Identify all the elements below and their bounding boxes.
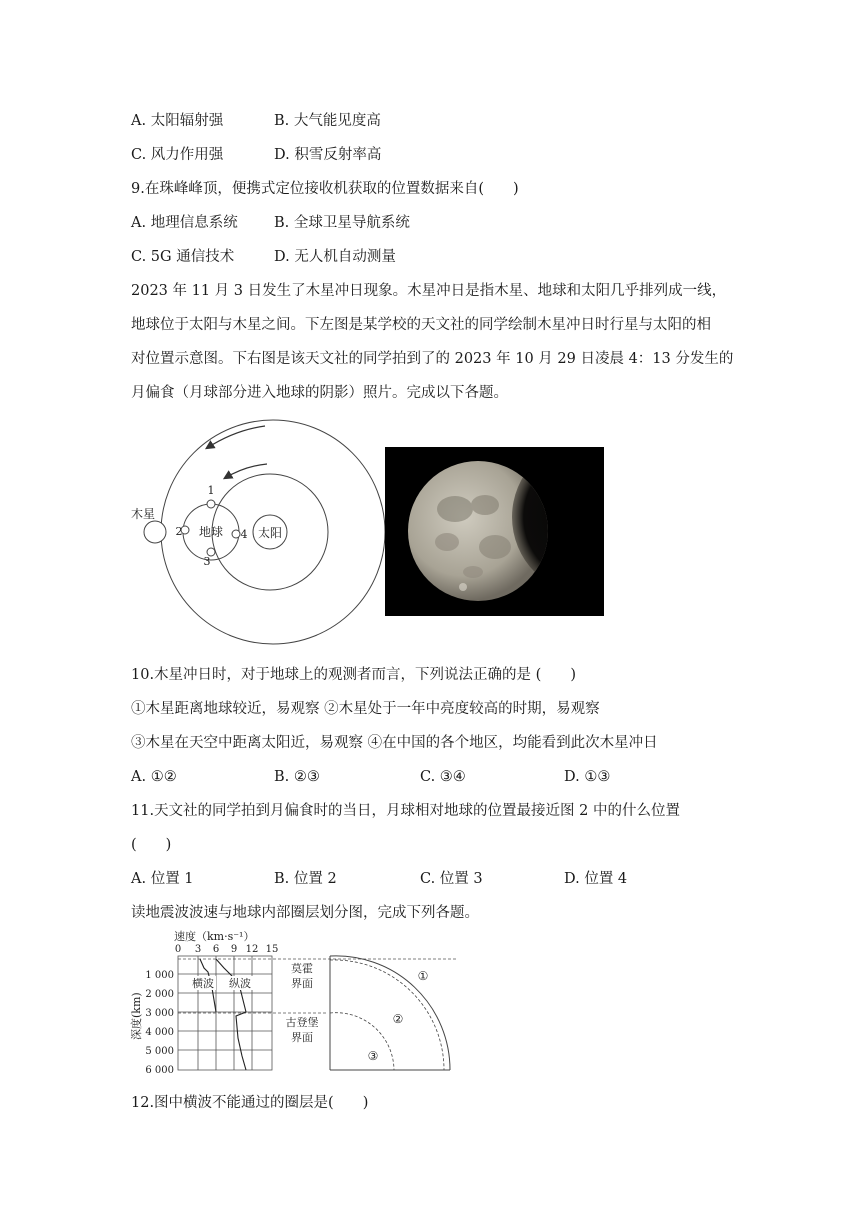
q11-option-a: A. 位置 1	[131, 871, 194, 887]
earth-surface-arc	[330, 956, 450, 1070]
passage-line-2: 地球位于太阳与木星之间。下左图是某学校的天文社的同学绘制木星冲日时行星与太阳的相	[131, 317, 711, 333]
position-2-label: 2	[175, 525, 183, 538]
moon-position-1	[207, 500, 215, 508]
x-tick-12: 12	[245, 944, 259, 955]
layer-1-label: ①	[417, 969, 429, 983]
y-tick-1000: 1 000	[145, 970, 174, 981]
core-dashed-arc	[330, 1013, 394, 1070]
layer-2-label: ②	[392, 1012, 404, 1026]
q10-statements-2: ③木星在天空中距离太阳近，易观察 ④在中国的各个地区，均能看到此次木星冲日	[131, 735, 658, 751]
moho-label-1: 莫霍	[291, 962, 313, 975]
passage-line-4: 月偏食（月球部分进入地球的阴影）照片。完成以下各题。	[131, 385, 508, 401]
q11-option-b: B. 位置 2	[274, 871, 337, 887]
q10-option-d: D. ①③	[564, 769, 611, 785]
q9-option-d: D. 无人机自动测量	[274, 249, 396, 265]
q8-option-b: B. 大气能见度高	[274, 113, 381, 129]
x-tick-3: 3	[194, 944, 202, 955]
passage-line-3: 对位置示意图。下右图是该天文社的同学拍到了的 2023 年 10 月 29 日凌晨 4：13 分发生的	[131, 351, 734, 367]
jupiter-symbol	[144, 521, 166, 543]
position-4-label: 4	[240, 528, 248, 541]
y-tick-3000: 3 000	[145, 1008, 174, 1019]
q10-stem: 10.木星冲日时，对于地球上的观测者而言，下列说法正确的是 ( )	[131, 667, 576, 683]
q10-option-b: B. ②③	[274, 769, 320, 785]
q10-option-c: C. ③④	[420, 769, 466, 785]
earth-label: 地球	[198, 525, 224, 539]
y-tick-6000: 6 000	[145, 1065, 174, 1076]
x-tick-6: 6	[212, 944, 220, 955]
position-1-label: 1	[207, 484, 215, 497]
orbit-diagram	[125, 410, 390, 650]
q9-option-c: C. 5G 通信技术	[131, 249, 235, 265]
sun-label: 太阳	[257, 526, 283, 540]
q11-bracket: ( )	[131, 837, 172, 853]
q8-option-c: C. 风力作用强	[131, 147, 224, 163]
q9-option-a: A. 地理信息系统	[131, 215, 238, 231]
lunar-eclipse-photo	[385, 447, 604, 616]
p-wave-curve	[216, 959, 246, 1070]
q11-option-c: C. 位置 3	[420, 871, 483, 887]
x-tick-9: 9	[230, 944, 238, 955]
layer-3-label: ③	[367, 1049, 379, 1063]
q9-option-b: B. 全球卫星导航系统	[274, 215, 410, 231]
seismic-intro: 读地震波波速与地球内部圈层划分图，完成下列各题。	[131, 905, 479, 921]
y-tick-4000: 4 000	[145, 1027, 174, 1038]
passage-line-1: 2023 年 11 月 3 日发生了木星冲日现象。木星冲日是指木星、地球和太阳几乎排列成一线，	[131, 283, 727, 299]
gutenberg-label-2: 界面	[291, 1031, 313, 1044]
y-tick-2000: 2 000	[145, 989, 174, 1000]
s-wave-label: 横波	[192, 977, 214, 990]
q11-stem: 11.天文社的同学拍到月偏食时的当日，月球相对地球的位置最接近图 2 中的什么位置	[131, 803, 681, 819]
q10-option-a: A. ①②	[131, 769, 177, 785]
p-wave-label: 纵波	[229, 977, 251, 990]
seismic-diagram	[128, 928, 458, 1078]
inner-orbit-arrow	[225, 464, 267, 478]
gutenberg-label-1: 古登堡	[285, 1016, 319, 1029]
x-tick-0: 0	[174, 944, 182, 955]
q8-option-a: A. 太阳辐射强	[131, 113, 224, 129]
x-tick-15: 15	[265, 944, 279, 955]
q8-option-d: D. 积雪反射率高	[274, 147, 382, 163]
y-tick-5000: 5 000	[145, 1046, 174, 1057]
outer-orbit-arrow	[207, 426, 265, 448]
jupiter-label: 木星	[130, 507, 156, 521]
q12-stem: 12.图中横波不能通过的圈层是( )	[131, 1095, 369, 1111]
q9-stem: 9.在珠峰峰顶，便携式定位接收机获取的位置数据来自( )	[131, 181, 519, 197]
moho-label-2: 界面	[291, 977, 313, 990]
seismic-chart-title: 速度（km·s⁻¹）	[174, 930, 255, 943]
moon-position-4	[232, 530, 240, 538]
y-axis-label: 深度(km)	[130, 992, 143, 1040]
q11-option-d: D. 位置 4	[564, 871, 628, 887]
position-3-label: 3	[203, 555, 211, 568]
q10-statements-1: ①木星距离地球较近，易观察 ②木星处于一年中亮度较高的时期，易观察	[131, 701, 600, 717]
